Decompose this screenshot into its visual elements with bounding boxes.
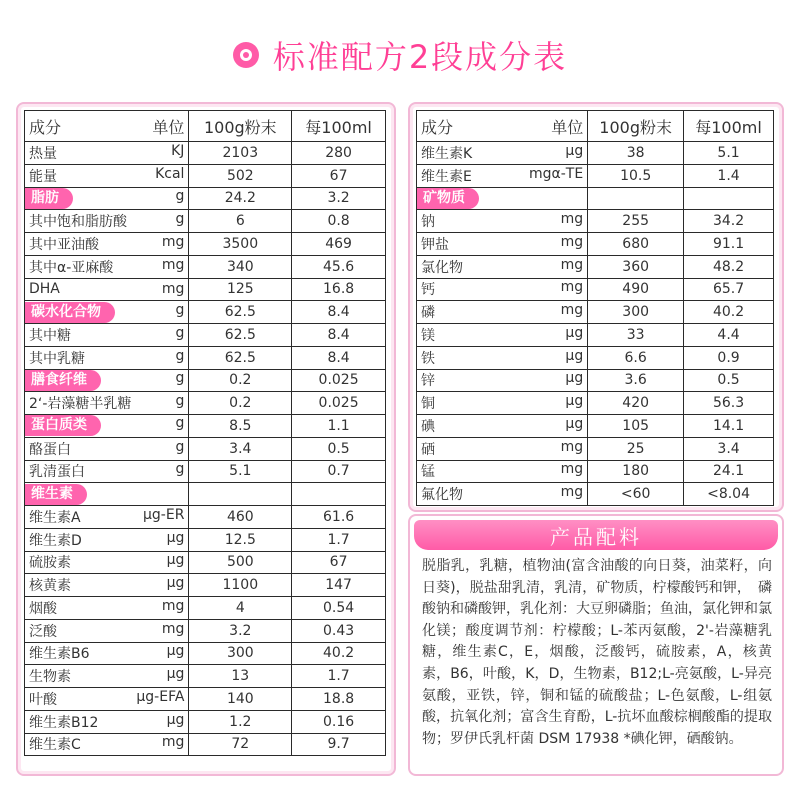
per-100ml-value: 0.5 [292, 437, 386, 460]
section-row [25, 369, 386, 392]
table-row [25, 619, 386, 642]
ingredient-name: 维生素D [29, 532, 82, 549]
per-100ml-value: 48.2 [684, 255, 774, 278]
per-100g-value: 10.5 [588, 164, 684, 187]
header-unit-label: 单位 [152, 117, 185, 137]
ingredient-name: 生物素 [29, 669, 71, 686]
section-label: 脂肪 [25, 188, 73, 209]
ingredient-cell [25, 210, 189, 233]
per-100g-value: 3.4 [189, 437, 292, 460]
table-row [25, 574, 386, 597]
table-row [417, 301, 774, 324]
unit-label: mg [161, 281, 185, 298]
ingredient-cell [25, 733, 189, 756]
per-100g-value: 72 [189, 733, 292, 756]
header-per-100ml: 每100ml [292, 111, 386, 142]
ingredient-name: 硫胺素 [29, 555, 71, 572]
ingredient-cell [417, 415, 588, 438]
ingredient-cell [25, 483, 189, 506]
ingredient-cell [417, 392, 588, 415]
per-100ml-value: 0.43 [292, 619, 386, 642]
section-row [417, 187, 774, 210]
ingredient-name: 磷 [421, 305, 435, 322]
table-row [417, 164, 774, 187]
ingredient-name: 热量 [29, 145, 57, 162]
per-100g-value: 360 [588, 255, 684, 278]
unit-label: mg [161, 734, 185, 751]
unit-label: mg [560, 438, 584, 455]
table-row [25, 346, 386, 369]
per-100ml-value [292, 483, 386, 506]
ingredient-name: 维生素A [29, 509, 81, 526]
per-100g-value: 420 [588, 392, 684, 415]
per-100ml-value: 8.4 [292, 324, 386, 347]
table-row [417, 210, 774, 233]
ingredient-cell [25, 710, 189, 733]
per-100g-value: 33 [588, 324, 684, 347]
title-bar [0, 30, 800, 80]
ingredient-cell [25, 278, 189, 301]
unit-label: μg [166, 552, 185, 569]
section-row [25, 415, 386, 438]
header-ingredient-cell [25, 111, 189, 142]
ingredient-name: 钙 [421, 282, 435, 299]
ingredient-cell [25, 642, 189, 665]
section-label: 碳水化合物 [25, 302, 115, 323]
header-per-100g: 100g粉末 [588, 111, 684, 142]
unit-label: g [175, 438, 185, 455]
unit-label: g [175, 369, 185, 386]
header-unit-label: 单位 [551, 117, 584, 137]
table-row [25, 164, 386, 187]
per-100g-value: 0.2 [189, 369, 292, 392]
ingredient-name: 氟化物 [421, 487, 463, 504]
ingredient-cell [25, 369, 189, 392]
per-100g-value: 1100 [189, 574, 292, 597]
per-100ml-value: 469 [292, 233, 386, 256]
ingredient-name: 其中乳糖 [29, 350, 85, 367]
unit-label: Kcal [155, 165, 185, 182]
section-label: 蛋白质类 [25, 415, 101, 436]
unit-label: mg [560, 233, 584, 250]
ingredient-cell [417, 324, 588, 347]
unit-label: mg [560, 256, 584, 273]
per-100g-value: 502 [189, 164, 292, 187]
table-row [25, 665, 386, 688]
per-100g-value: 62.5 [189, 324, 292, 347]
unit-label: μg-EFA [136, 688, 185, 705]
ingredient-name: 维生素C [29, 737, 81, 754]
per-100g-value: 3.6 [588, 369, 684, 392]
per-100ml-value: 24.1 [684, 460, 774, 483]
ingredient-cell [417, 210, 588, 233]
ingredient-name: 锰 [421, 464, 435, 481]
unit-label: mg [560, 461, 584, 478]
table-row [25, 710, 386, 733]
per-100g-value: 2103 [189, 142, 292, 165]
table-row [25, 642, 386, 665]
ingredient-name: 叶酸 [29, 691, 57, 708]
per-100g-value: 62.5 [189, 301, 292, 324]
per-100ml-value: 3.2 [292, 187, 386, 210]
left-nutrition-table [24, 110, 386, 756]
table-row [417, 369, 774, 392]
per-100ml-value: 45.6 [292, 255, 386, 278]
per-100g-value: 255 [588, 210, 684, 233]
ingredient-cell [25, 233, 189, 256]
header-per-100ml: 每100ml [684, 111, 774, 142]
table-header-row [417, 111, 774, 142]
table-row [417, 233, 774, 256]
per-100g-value [588, 187, 684, 210]
per-100g-value: 340 [189, 255, 292, 278]
per-100ml-value: <8.04 [684, 483, 774, 506]
table-row [25, 506, 386, 529]
table-row [25, 392, 386, 415]
ingredient-name: 其中亚油酸 [29, 236, 99, 253]
per-100g-value: 24.2 [189, 187, 292, 210]
ingredient-cell [25, 665, 189, 688]
per-100ml-value: 0.5 [684, 369, 774, 392]
table-row [25, 437, 386, 460]
table-row [25, 210, 386, 233]
unit-label: g [175, 324, 185, 341]
ingredient-cell [417, 437, 588, 460]
ingredient-name: 其中饱和脂肪酸 [29, 214, 127, 231]
ingredient-cell [417, 233, 588, 256]
per-100ml-value: 8.4 [292, 301, 386, 324]
per-100ml-value: 0.9 [684, 346, 774, 369]
unit-label: μg [166, 575, 185, 592]
per-100ml-value: 67 [292, 164, 386, 187]
per-100g-value: 3500 [189, 233, 292, 256]
per-100ml-value: 91.1 [684, 233, 774, 256]
ingredient-cell [25, 392, 189, 415]
ingredient-name: 碘 [421, 418, 435, 435]
per-100g-value: 6.6 [588, 346, 684, 369]
per-100g-value: 500 [189, 551, 292, 574]
unit-label: mg [560, 211, 584, 228]
per-100ml-value: 0.54 [292, 597, 386, 620]
per-100ml-value [684, 187, 774, 210]
table-row [25, 255, 386, 278]
header-ingredient-label: 成分 [29, 117, 62, 137]
ingredient-name: 2‘-岩藻糖半乳糖 [29, 396, 132, 413]
per-100ml-value: 9.7 [292, 733, 386, 756]
per-100g-value: 460 [189, 506, 292, 529]
table-row [25, 597, 386, 620]
unit-label: g [175, 461, 185, 478]
ingredient-name: 泛酸 [29, 623, 57, 640]
ingredient-name: 其中糖 [29, 327, 71, 344]
per-100ml-value: 4.4 [684, 324, 774, 347]
per-100ml-value: 34.2 [684, 210, 774, 233]
unit-label: μg [166, 711, 185, 728]
ingredient-name: 能量 [29, 168, 57, 185]
per-100ml-value: 40.2 [684, 301, 774, 324]
per-100g-value: 125 [189, 278, 292, 301]
ingredient-cell [25, 415, 189, 438]
per-100ml-value: 56.3 [684, 392, 774, 415]
ingredient-name: 锌 [421, 373, 435, 390]
per-100ml-value: 16.8 [292, 278, 386, 301]
ingredient-name: 烟酸 [29, 600, 57, 617]
ingredient-cell [25, 255, 189, 278]
section-label: 膳食纤维 [25, 370, 101, 391]
unit-label: μg [565, 324, 584, 341]
ingredient-cell [25, 164, 189, 187]
per-100ml-value: 1.7 [292, 665, 386, 688]
per-100g-value: 38 [588, 142, 684, 165]
unit-label: μg-ER [143, 506, 185, 523]
ingredient-cell [417, 369, 588, 392]
unit-label: mg [560, 484, 584, 501]
unit-label: μg [565, 347, 584, 364]
table-row [417, 392, 774, 415]
table-row [417, 324, 774, 347]
ingredient-cell [25, 324, 189, 347]
per-100ml-value: 0.7 [292, 460, 386, 483]
ingredient-cell [25, 346, 189, 369]
unit-label: mg [560, 302, 584, 319]
per-100ml-value: 0.025 [292, 369, 386, 392]
per-100g-value: 105 [588, 415, 684, 438]
header-per-100g: 100g粉末 [189, 111, 292, 142]
per-100g-value: 1.2 [189, 710, 292, 733]
unit-label: mg [560, 279, 584, 296]
section-row [25, 301, 386, 324]
ingredient-cell [417, 460, 588, 483]
ingredient-cell [25, 619, 189, 642]
table-row [25, 324, 386, 347]
ingredient-cell [25, 301, 189, 324]
table-row [25, 551, 386, 574]
per-100ml-value: 14.1 [684, 415, 774, 438]
per-100ml-value: 3.4 [684, 437, 774, 460]
unit-label: mg [161, 620, 185, 637]
table-row [25, 233, 386, 256]
ingredient-cell [25, 506, 189, 529]
per-100ml-value: 0.16 [292, 710, 386, 733]
table-row [25, 142, 386, 165]
table-row [25, 460, 386, 483]
per-100ml-value: 65.7 [684, 278, 774, 301]
per-100g-value: 6 [189, 210, 292, 233]
ingredient-cell [417, 301, 588, 324]
unit-label: g [175, 415, 185, 432]
ingredient-cell [25, 688, 189, 711]
unit-label: μg [565, 393, 584, 410]
per-100ml-value: 280 [292, 142, 386, 165]
ingredient-name: 维生素K [421, 145, 473, 162]
ingredient-name: DHA [29, 281, 60, 298]
header-ingredient-cell [417, 111, 588, 142]
unit-label: g [175, 301, 185, 318]
unit-label: μg [166, 666, 185, 683]
unit-label: μg [166, 643, 185, 660]
table-row [25, 688, 386, 711]
header-ingredient-label: 成分 [421, 117, 454, 137]
per-100g-value: <60 [588, 483, 684, 506]
table-row [417, 142, 774, 165]
ingredient-cell [417, 278, 588, 301]
per-100ml-value: 40.2 [292, 642, 386, 665]
per-100ml-value: 61.6 [292, 506, 386, 529]
table-row [25, 733, 386, 756]
ingredient-cell [417, 483, 588, 506]
ingredient-cell [25, 142, 189, 165]
per-100g-value: 300 [588, 301, 684, 324]
ingredient-cell [417, 164, 588, 187]
per-100g-value: 12.5 [189, 528, 292, 551]
section-row [25, 483, 386, 506]
per-100ml-value: 1.7 [292, 528, 386, 551]
ingredient-cell [417, 346, 588, 369]
ingredient-name: 其中α-亚麻酸 [29, 259, 114, 276]
table-row [417, 483, 774, 506]
ingredient-name: 维生素B12 [29, 714, 99, 731]
ingredient-name: 氯化物 [421, 259, 463, 276]
per-100ml-value: 1.4 [684, 164, 774, 187]
per-100g-value: 0.2 [189, 392, 292, 415]
ingredient-name: 钾盐 [421, 236, 449, 253]
table-row [25, 528, 386, 551]
per-100ml-value: 67 [292, 551, 386, 574]
ingredient-cell [25, 187, 189, 210]
per-100ml-value: 0.8 [292, 210, 386, 233]
unit-label: mgα-TE [529, 165, 584, 182]
ingredient-name: 钠 [421, 214, 435, 231]
ingredients-panel [408, 514, 784, 776]
per-100g-value: 3.2 [189, 619, 292, 642]
right-nutrition-table [416, 110, 774, 506]
ingredient-cell [25, 437, 189, 460]
unit-label: μg [565, 370, 584, 387]
left-nutrition-panel [16, 102, 396, 776]
unit-label: mg [161, 256, 185, 273]
per-100ml-value: 0.025 [292, 392, 386, 415]
unit-label: μg [565, 142, 584, 159]
ingredients-text: 脱脂乳，乳糖，植物油(富含油酸的向日葵，油菜籽，向日葵)，脱盐甜乳清，乳清，矿物质，柠檬酸钙和钾， 磷酸钠和磷酸钾，乳化剂：大豆卵磷脂；鱼油，氯化钾和氯化镁；酸度调节剂：柠檬酸；L-苯丙氨酸，2'-岩藻糖乳糖，维生素C，E，烟酸，泛酸钙，硫胺素，A，核黄素，B6，叶酸，K，D，生物素，B12;L-亮氨酸，L-异亮氨酸，亚铁，锌，铜和锰的硫酸盐；L-色氨酸，L-组氨酸，抗氧化剂；富含生育酚，L-抗坏血酸棕榈酸酯的提取物；罗伊氏乳杆菌 DSM 17938 *碘化钾，硒酸钠。 [422, 558, 772, 747]
ingredient-name: 酪蛋白 [29, 441, 71, 458]
per-100ml-value: 5.1 [684, 142, 774, 165]
ingredient-name: 铜 [421, 396, 435, 413]
section-label: 维生素 [25, 484, 87, 505]
ingredient-cell [25, 551, 189, 574]
per-100g-value: 62.5 [189, 346, 292, 369]
unit-label: g [175, 187, 185, 204]
per-100g-value: 4 [189, 597, 292, 620]
ingredient-cell [417, 187, 588, 210]
per-100ml-value: 1.1 [292, 415, 386, 438]
table-row [417, 460, 774, 483]
ingredient-cell [25, 460, 189, 483]
ingredient-cell [25, 528, 189, 551]
ingredient-name: 硒 [421, 441, 435, 458]
per-100ml-value: 18.8 [292, 688, 386, 711]
ingredient-cell [417, 255, 588, 278]
target-circle-icon [233, 42, 259, 68]
unit-label: mg [161, 233, 185, 250]
right-nutrition-panel [408, 102, 784, 512]
table-row [25, 278, 386, 301]
ingredient-name: 镁 [421, 327, 435, 344]
unit-label: g [175, 347, 185, 364]
ingredient-name: 乳清蛋白 [29, 464, 85, 481]
per-100g-value: 680 [588, 233, 684, 256]
unit-label: g [175, 393, 185, 410]
unit-label: KJ [171, 142, 185, 159]
per-100g-value [189, 483, 292, 506]
unit-label: μg [565, 415, 584, 432]
per-100ml-value: 147 [292, 574, 386, 597]
unit-label: μg [166, 529, 185, 546]
per-100g-value: 180 [588, 460, 684, 483]
ingredient-name: 维生素E [421, 168, 472, 185]
per-100g-value: 8.5 [189, 415, 292, 438]
page-title: 标准配方2段成分表 [272, 38, 568, 76]
table-row [417, 255, 774, 278]
per-100g-value: 25 [588, 437, 684, 460]
ingredient-name: 铁 [421, 350, 435, 367]
section-label: 矿物质 [417, 188, 479, 209]
per-100g-value: 300 [189, 642, 292, 665]
table-row [417, 437, 774, 460]
ingredient-cell [417, 142, 588, 165]
per-100ml-value: 8.4 [292, 346, 386, 369]
table-row [417, 278, 774, 301]
ingredient-cell [25, 574, 189, 597]
ingredient-name: 维生素B6 [29, 646, 90, 663]
ingredients-title: 产品配料 [414, 520, 778, 550]
table-row [417, 346, 774, 369]
per-100g-value: 140 [189, 688, 292, 711]
unit-label: g [175, 211, 185, 228]
table-header-row [25, 111, 386, 142]
ingredient-name: 核黄素 [29, 578, 71, 595]
ingredient-cell [25, 597, 189, 620]
per-100g-value: 490 [588, 278, 684, 301]
per-100g-value: 5.1 [189, 460, 292, 483]
unit-label: mg [161, 597, 185, 614]
per-100g-value: 13 [189, 665, 292, 688]
section-row [25, 187, 386, 210]
table-row [417, 415, 774, 438]
